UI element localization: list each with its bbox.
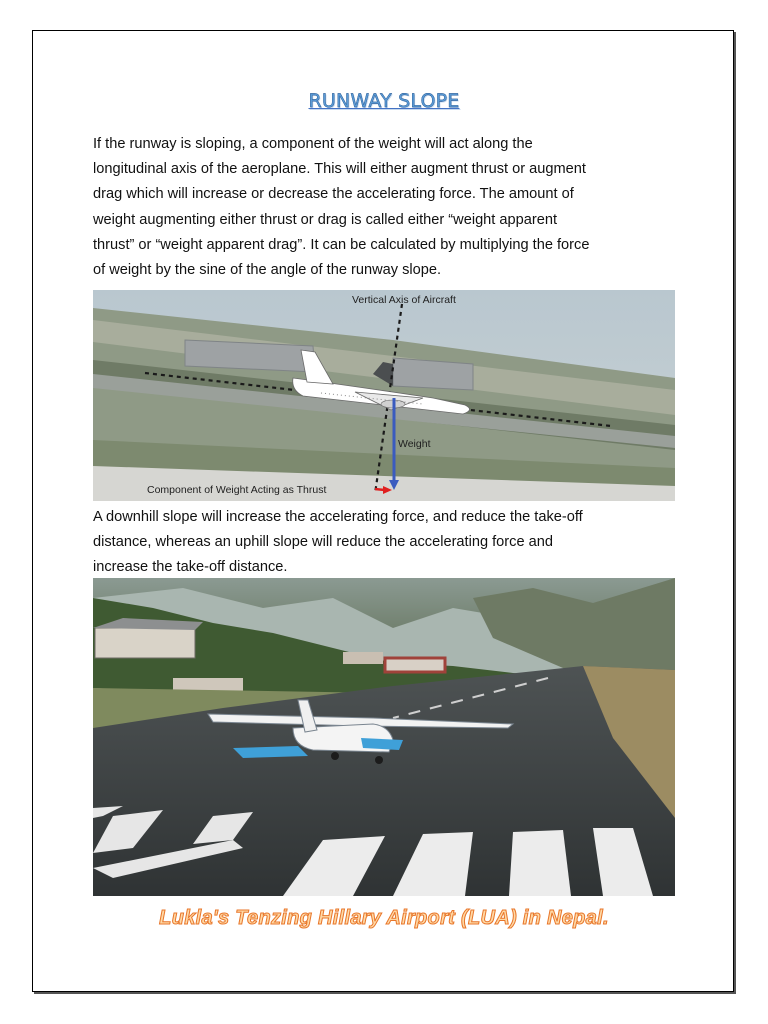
runway-slope-diagram: [93, 290, 675, 501]
aircraft-stripe: [233, 746, 308, 758]
building: [95, 628, 195, 658]
text-line: of weight by the sine of the angle of the runway slope.: [93, 262, 442, 279]
lukla-airport-photo: [93, 578, 675, 896]
building: [343, 652, 383, 664]
text-line: A downhill slope will increase the accelerating force, and reduce the take-off: [93, 509, 583, 525]
text-line: weight augmenting either thrust or drag is called either “weight apparent: [93, 211, 558, 228]
text-line: longitudinal axis of the aeroplane. This will either augment thrust or augment: [93, 161, 586, 178]
building: [385, 658, 445, 672]
photo-caption: Lukla's Tenzing Hillary Airport (LUA) in Nepal.: [159, 907, 609, 929]
runway-marking: [509, 830, 571, 896]
intro-paragraph: [93, 132, 683, 283]
hangar: [393, 358, 473, 390]
text-line: drag which will increase or decrease the accelerating force. The amount of: [93, 186, 574, 203]
page-title: RUNWAY SLOPE: [308, 90, 460, 112]
thrust-component-label: Component of Weight Acting as Thrust: [147, 484, 327, 496]
text-line: distance, whereas an uphill slope will reduce the accelerating force and: [93, 534, 553, 550]
text-line: thrust” or “weight apparent drag”. It can be calculated by multiplying the force: [93, 236, 590, 253]
weight-label: Weight: [398, 438, 431, 450]
vertical-axis-label: Vertical Axis of Aircraft: [352, 294, 456, 306]
text-line: increase the take-off distance.: [93, 559, 288, 575]
slope-effect-paragraph: [93, 505, 683, 580]
hangar: [185, 340, 315, 372]
text-line: If the runway is sloping, a component of the weight will act along the: [93, 136, 533, 152]
